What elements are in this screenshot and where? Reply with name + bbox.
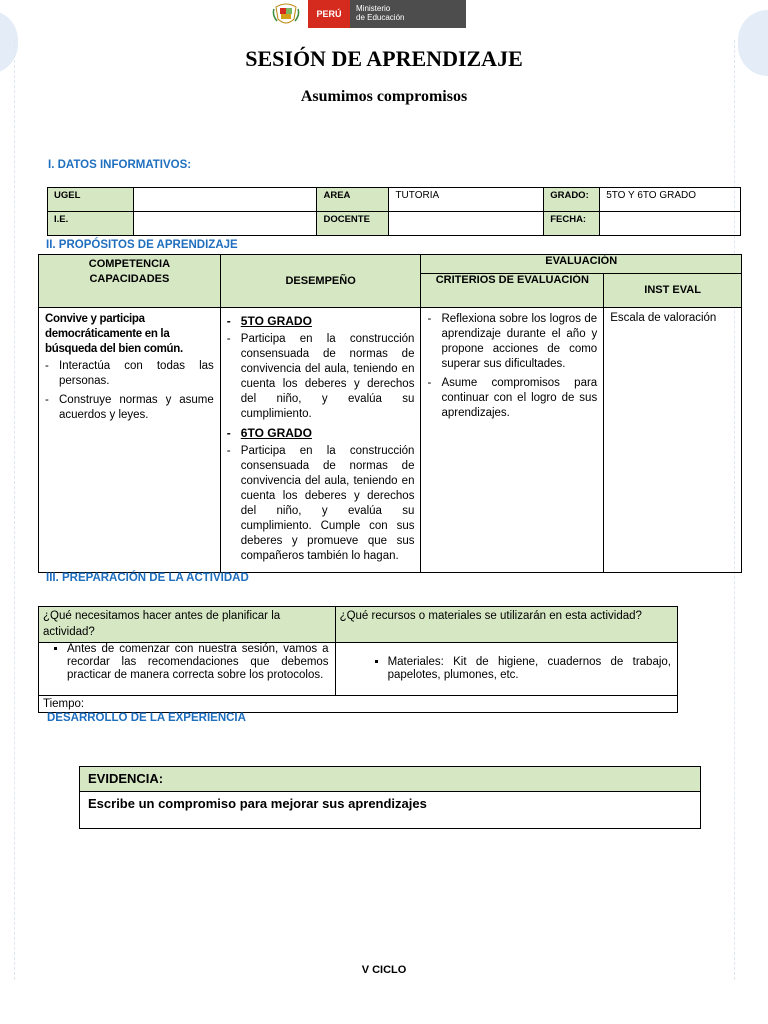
evidence-label: EVIDENCIA: <box>80 767 701 792</box>
coat-of-arms-icon <box>268 0 304 28</box>
header-criterios: CRITERIOS DE EVALUACIÓN <box>421 273 604 307</box>
grade-5-title: - 5TO GRADO <box>241 314 415 328</box>
info-table <box>47 187 741 236</box>
footer-cycle: V CICLO <box>361 964 407 976</box>
ministry-name <box>350 0 466 28</box>
answer-1-cell <box>39 643 336 696</box>
criterios-list <box>427 312 597 421</box>
answer-2-cell <box>335 643 677 696</box>
list-item: - Construye normas y asume acuerdos y leyes. <box>45 393 214 423</box>
grado-label: GRADO: <box>544 188 600 212</box>
fecha-label: FECHA: <box>544 212 600 236</box>
competencia-text: Convive y participa democráticamente en la búsqueda del bien común. <box>45 313 183 355</box>
answer-2-list <box>360 656 671 682</box>
section-heading-propositos: II. PROPÓSITOS DE APRENDIZAJE <box>46 239 238 251</box>
answer-1-list <box>39 643 329 682</box>
section-heading-datos: I. DATOS INFORMATIVOS: <box>48 159 192 171</box>
grade-6-list <box>227 444 415 564</box>
list-item: ▪ Materiales: Kit de higiene, cuadernos de trabajo, papelotes, plumones, etc. <box>388 656 671 682</box>
header-evaluacion: EVALUACIÓN <box>421 255 742 274</box>
peru-label: PERÚ <box>308 0 350 28</box>
fecha-value <box>600 212 741 236</box>
list-item: - Reflexiona sobre los logros de aprendizaje durante el año y propone acciones de como superar sus dificultades. <box>427 312 597 372</box>
area-value: TUTORIA <box>389 188 544 212</box>
list-item: - Asume compromisos para continuar con el logro de sus aprendizajes. <box>427 376 597 421</box>
instrumento-cell: Escala de valoración <box>604 308 742 573</box>
section-heading-preparacion: III. PREPARACIÓN DE LA ACTIVIDAD <box>46 572 249 584</box>
purposes-table <box>38 254 742 573</box>
grade-5-list <box>227 332 415 422</box>
section-heading-desarrollo: DESARROLLO DE LA EXPERIENCIA <box>47 712 246 724</box>
area-label: AREA <box>317 188 389 212</box>
ministry-logo <box>268 0 466 28</box>
docente-label: DOCENTE <box>317 212 389 236</box>
page-title: SESIÓN DE APRENDIZAJE <box>245 46 523 71</box>
criterios-cell <box>421 308 604 573</box>
list-item: - Participa en la construcción consensuada de normas de convivencia del aula, teniendo en cuenta los deberes y derechos del niño, y evalúa su cumplimiento. Cumple con sus deberes y promueve que sus compañeros también lo hagan. <box>227 444 415 564</box>
list-item: - Participa en la construcción consensuada de normas de convivencia del aula, teniendo en cuenta los deberes y derechos del niño, y evalúa su cumplimiento. <box>227 332 415 422</box>
evidence-table <box>79 766 701 829</box>
question-2: ¿Qué recursos o materiales se utilizarán en esta actividad? <box>335 607 677 643</box>
evidence-text: Escribe un compromiso para mejorar sus aprendizajes <box>80 792 701 829</box>
preparation-table <box>38 606 678 713</box>
header-desempeno: DESEMPEÑO <box>220 255 421 308</box>
tiempo-cell: Tiempo: <box>39 696 678 713</box>
docente-value <box>389 212 544 236</box>
list-item: ▪ Antes de comenzar con nuestra sesión, vamos a recordar las recomendaciones que debemos practicar de manera correcta sobre los protocolos. <box>67 643 329 682</box>
question-1: ¿Qué necesitamos hacer antes de planificar la actividad? <box>39 607 336 643</box>
ministry-line-2: de Educación <box>356 13 405 22</box>
list-item: - Interactúa con todas las personas. <box>45 359 214 389</box>
header-competencia: COMPETENCIA CAPACIDADES <box>39 255 221 308</box>
grade-6-title: - 6TO GRADO <box>241 426 415 440</box>
ugel-value <box>133 188 317 212</box>
ie-label: I.E. <box>48 212 134 236</box>
competencia-cell <box>39 308 221 573</box>
capacidades-list <box>45 359 214 423</box>
ministry-line-1: Ministerio <box>356 4 391 13</box>
page-guide-left <box>14 40 15 980</box>
page-subtitle: Asumimos compromisos <box>300 88 468 105</box>
desempeno-cell <box>220 308 421 573</box>
header-inst-eval: INST EVAL <box>604 273 742 307</box>
ugel-label: UGEL <box>48 188 134 212</box>
ie-value <box>133 212 317 236</box>
grado-value: 5TO Y 6TO GRADO <box>600 188 741 212</box>
